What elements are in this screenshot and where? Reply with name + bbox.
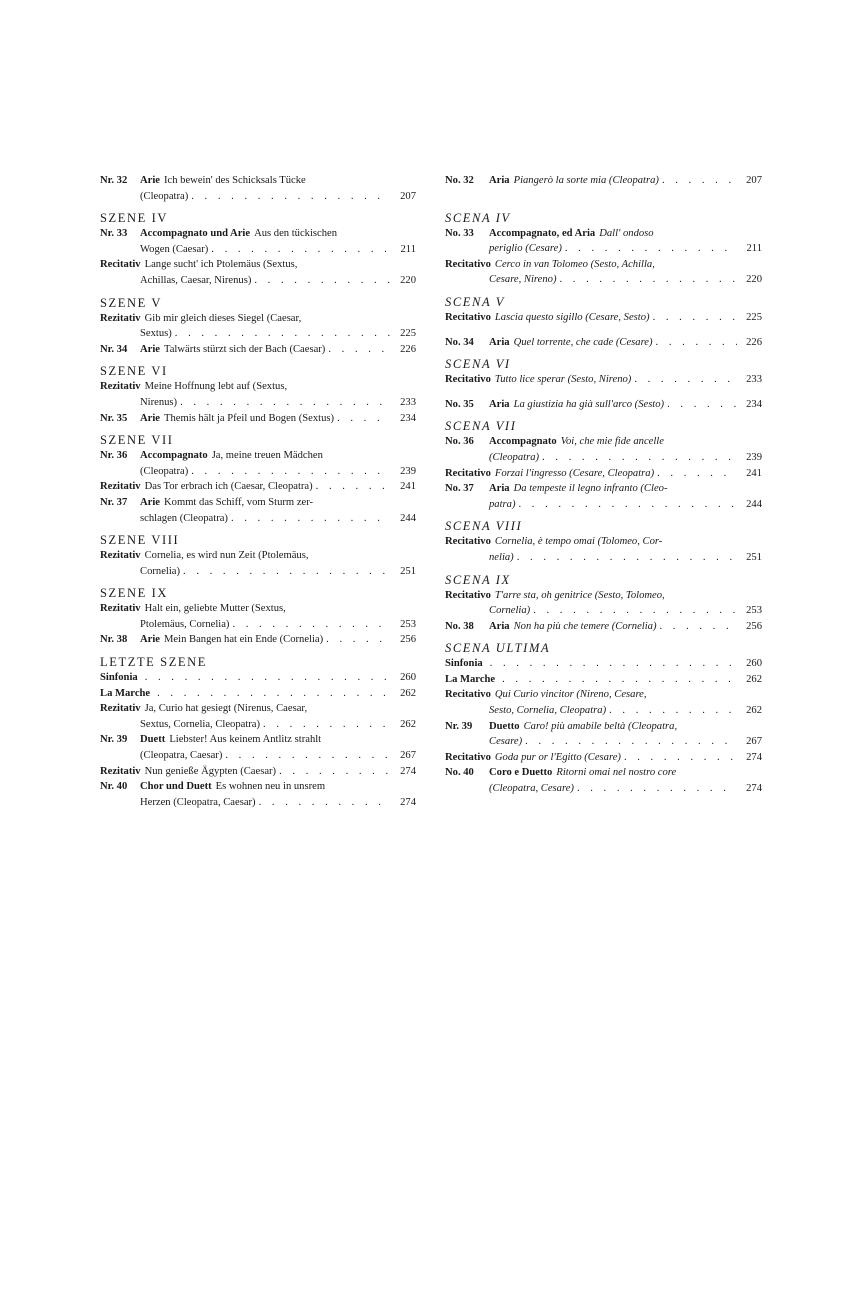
entry-title-cont: Cesare, Nireno) (489, 274, 557, 286)
entry-title-cont: periglio (Cesare) (489, 243, 562, 255)
entry-title: T'arre sta, oh genitrice (Sesto, Tolomeo, (494, 589, 665, 601)
entry-title: La giustizia ha già sull'arco (Sesto) (513, 398, 665, 410)
entry-number: No. 33 (445, 227, 474, 239)
entry-type: Rezitativ (100, 765, 141, 777)
entry-number: No. 34 (445, 336, 474, 348)
entry-type: Recitativo (445, 689, 491, 701)
page-number: 211 (400, 243, 416, 255)
page-number: 262 (746, 705, 762, 717)
page-number: 260 (400, 672, 416, 684)
entry-number: No. 36 (445, 436, 474, 448)
entry-number: No. 38 (445, 620, 474, 632)
toc-entry (100, 173, 416, 204)
entry-title: Goda pur or l'Egitto (Cesare) (494, 751, 621, 763)
page-number: 239 (400, 465, 416, 477)
page-number: 256 (400, 634, 416, 646)
page-number: 267 (746, 736, 762, 748)
scene-heading: SCENA ULTIMA (445, 641, 551, 656)
entry-type: Recitativo (445, 258, 491, 270)
page-number: 239 (746, 451, 762, 463)
page-number: 234 (746, 398, 762, 410)
scene-section (445, 210, 762, 288)
page-number: 262 (400, 687, 416, 699)
entry-number: Nr. 33 (100, 228, 128, 240)
entry-type: Arie (140, 496, 160, 508)
scene-section (100, 585, 416, 648)
page-number: 207 (400, 190, 416, 202)
scene-section (445, 294, 762, 350)
entry-title: Gib mir gleich dieses Siegel (Caesar, (144, 312, 302, 324)
entry-number: Nr. 39 (445, 720, 473, 732)
page-number: 274 (400, 765, 416, 777)
entry-title-cont: Sesto, Cornelia, Cleopatra) (489, 705, 607, 717)
entry-title: Ich bewein' des Schicksals Tücke (164, 175, 306, 186)
entry-type: Sinfonia (445, 658, 483, 670)
entry-title-cont: Sextus, Cornelia, Cleopatra) (140, 718, 261, 730)
page-number: 260 (746, 658, 762, 670)
entry-title-cont: Sextus) (140, 328, 172, 340)
entry-title-cont: Wogen (Caesar) (140, 243, 209, 255)
scene-heading: SZENE VII (100, 433, 174, 448)
page-number: 233 (400, 396, 416, 408)
scene-heading: SZENE VI (100, 364, 168, 379)
entry-title-cont: Ptolemäus, Cornelia) (140, 618, 230, 630)
entry-type: Arie (140, 343, 160, 355)
entry-type: Recitativo (445, 467, 491, 479)
scene-heading: LETZTE SZENE (100, 655, 208, 670)
scene-section (100, 363, 416, 426)
entry-type: La Marche (100, 687, 151, 699)
entry-type: Arie (140, 175, 160, 186)
entry-title: Meine Hoffnung lebt auf (Sextus, (144, 381, 288, 393)
entry-title: Lascia questo sigillo (Cesare, Sesto) (494, 311, 650, 323)
entry-type: Recitativo (445, 311, 491, 323)
page-number: 253 (400, 618, 416, 630)
entry-type: Accompagnato, ed Aria (489, 227, 596, 239)
entry-type: Rezitativ (100, 550, 141, 562)
page-number: 244 (400, 512, 416, 524)
page-number: 211 (746, 243, 762, 255)
entry-type: Aria (489, 336, 510, 348)
entry-type: Chor und Duett (140, 781, 212, 793)
scene-heading: SCENA V (445, 294, 505, 309)
entry-title: Ja, meine treuen Mädchen (211, 450, 323, 462)
entry-type: Accompagnato (140, 450, 208, 462)
entry-type: Arie (140, 634, 160, 646)
entry-number: Nr. 40 (100, 781, 128, 793)
page-number: 220 (746, 274, 762, 286)
entry-number: Nr. 34 (100, 343, 128, 355)
entry-type: Rezitativ (100, 703, 141, 715)
entry-number: No. 40 (445, 767, 474, 779)
entry-title-cont: (Cleopatra, Caesar) (140, 750, 223, 762)
entry-type: Coro e Duetto (489, 767, 553, 779)
entry-title: Quel torrente, che cade (Cesare) (513, 336, 653, 348)
page-number: 274 (400, 796, 416, 808)
page-number: 225 (400, 328, 416, 340)
page-number: 253 (746, 605, 762, 617)
entry-title: Ritorni omai nel nostro core (556, 767, 677, 779)
page-number: 274 (746, 783, 762, 795)
entry-title-cont: patra) (489, 498, 516, 510)
page-number: 244 (746, 498, 762, 510)
entry-title: Dall' ondoso (599, 227, 654, 239)
entry-type: Recitativ (100, 259, 141, 271)
entry-number: No. 35 (445, 398, 474, 410)
entry-title: Da tempeste il legno infranto (Cleo- (513, 483, 668, 495)
toc-entry (445, 173, 762, 189)
scene-heading: SCENA IX (445, 572, 511, 587)
page-number: 234 (400, 412, 416, 424)
scene-section (445, 356, 762, 412)
page-number: 267 (400, 750, 416, 762)
entry-title: Mein Bangen hat ein Ende (Cornelia) (164, 634, 324, 646)
scene-heading: SCENA VI (445, 357, 511, 372)
scene-heading: SZENE IV (100, 211, 169, 226)
scene-section (445, 640, 762, 796)
page-number: 225 (746, 311, 762, 323)
entry-type: Rezitativ (100, 603, 141, 615)
entry-title: Voi, che mie fide ancelle (560, 436, 664, 448)
entry-title-cont: Cornelia) (140, 565, 181, 577)
entry-type: Accompagnato (489, 436, 557, 448)
page-number: 207 (746, 175, 762, 186)
page-number: 241 (746, 467, 762, 479)
entry-title-cont: Achillas, Caesar, Nirenus) (140, 274, 252, 286)
entry-title-cont: (Cleopatra) (140, 465, 189, 477)
entry-number: Nr. 39 (100, 734, 128, 746)
scene-section (100, 654, 416, 810)
entry-title-cont: Nirenus) (140, 396, 178, 408)
scene-heading: SZENE IX (100, 586, 169, 601)
entry-title-cont: schlagen (Cleopatra) (140, 512, 228, 524)
entry-type: Aria (489, 620, 510, 632)
page-number: 226 (746, 336, 762, 348)
entry-number: Nr. 36 (100, 450, 128, 462)
entry-type: Recitativo (445, 751, 491, 763)
entry-type: Aria (489, 175, 510, 186)
entry-title: Themis hält ja Pfeil und Bogen (Sextus) (164, 412, 335, 424)
entry-number: Nr. 38 (100, 634, 128, 646)
entry-number: No. 32 (445, 175, 474, 186)
page-number: 251 (746, 551, 762, 563)
entry-title: Es wohnen neu in unsrem (215, 781, 326, 793)
entry-title: Caro! più amabile beltà (Cleopatra, (523, 720, 678, 732)
entry-title: Halt ein, geliebte Mutter (Sextus, (144, 603, 286, 615)
page-number: 274 (746, 751, 762, 763)
entry-title: Piangerò la sorte mia (Cleopatra) (513, 175, 659, 186)
entry-title: Lange sucht' ich Ptolemäus (Sextus, (144, 259, 298, 271)
entry-type: Accompagnato und Arie (140, 228, 251, 240)
entry-title: Qui Curio vincitor (Nireno, Cesare, (494, 689, 647, 701)
page-number: 220 (400, 274, 416, 286)
page-number: 226 (400, 343, 416, 355)
entry-title-cont: Herzen (Cleopatra, Caesar) (140, 796, 256, 808)
entry-title: Ja, Curio hat gesiegt (Nirenus, Caesar, (144, 703, 308, 715)
scene-heading: SZENE V (100, 295, 163, 310)
page-number: 241 (400, 481, 416, 493)
scene-heading: SZENE VIII (100, 533, 180, 548)
toc-column-italian (445, 173, 762, 803)
scene-heading: SCENA VIII (445, 519, 523, 534)
scene-section (445, 518, 762, 565)
entry-type: Recitativo (445, 536, 491, 548)
entry-title: Non ha più che temere (Cornelia) (513, 620, 657, 632)
entry-type: Duetto (489, 720, 520, 732)
entry-number: Nr. 37 (100, 496, 128, 508)
scene-section (100, 295, 416, 358)
scene-section (445, 418, 762, 512)
entry-title: Forzai l'ingresso (Cesare, Cleopatra) (494, 467, 655, 479)
entry-title: Tutto lice sperar (Sesto, Nireno) (494, 374, 632, 386)
scene-heading: SCENA VII (445, 419, 517, 434)
entry-type: Recitativo (445, 374, 491, 386)
page-number: 233 (746, 374, 762, 386)
entry-type: Sinfonia (100, 672, 138, 684)
scene-section (445, 572, 762, 635)
entry-title-cont: Cesare) (489, 736, 523, 748)
entry-title: Das Tor erbrach ich (Caesar, Cleopatra) (144, 481, 313, 493)
entry-title-cont: Cornelia) (489, 605, 531, 617)
entry-title-cont: (Cleopatra) (489, 451, 540, 463)
entry-type: La Marche (445, 673, 496, 685)
toc-column-german (100, 173, 416, 816)
entry-title: Kommt das Schiff, vom Sturm zer- (164, 496, 314, 508)
entry-type: Recitativo (445, 589, 491, 601)
entry-type: Rezitativ (100, 481, 141, 493)
entry-title: Talwärts stürzt sich der Bach (Caesar) (164, 343, 326, 355)
entry-type: Arie (140, 412, 160, 424)
entry-type: Aria (489, 398, 510, 410)
page-number: 256 (746, 620, 762, 632)
entry-number: Nr. 32 (100, 175, 128, 186)
entry-number: No. 37 (445, 483, 474, 495)
entry-type: Duett (140, 734, 166, 746)
page-number: 262 (746, 673, 762, 685)
scene-section (100, 210, 416, 288)
entry-title: Cornelia, es wird nun Zeit (Ptolemäus, (144, 550, 309, 562)
entry-title: Cerco in van Tolomeo (Sesto, Achilla, (494, 258, 655, 270)
page-number: 262 (400, 718, 416, 730)
scene-heading: SCENA IV (445, 210, 511, 225)
entry-type: Aria (489, 483, 510, 495)
entry-type: Rezitativ (100, 312, 141, 324)
scene-section (100, 432, 416, 526)
entry-title: Aus den tückischen (254, 228, 338, 240)
page-number: 251 (400, 565, 416, 577)
entry-number: Nr. 35 (100, 412, 128, 424)
scene-section (100, 532, 416, 579)
entry-title-cont: nelia) (489, 551, 514, 563)
entry-title: Cornelia, è tempo omai (Tolomeo, Cor- (494, 536, 663, 548)
entry-title: Nun genieße Ägypten (Caesar) (144, 765, 277, 777)
entry-title-cont: (Cleopatra, Cesare) (489, 783, 574, 795)
entry-title: Liebster! Aus keinem Antlitz strahlt (169, 734, 322, 746)
entry-type: Rezitativ (100, 381, 141, 393)
entry-title-cont: (Cleopatra) (140, 190, 189, 202)
